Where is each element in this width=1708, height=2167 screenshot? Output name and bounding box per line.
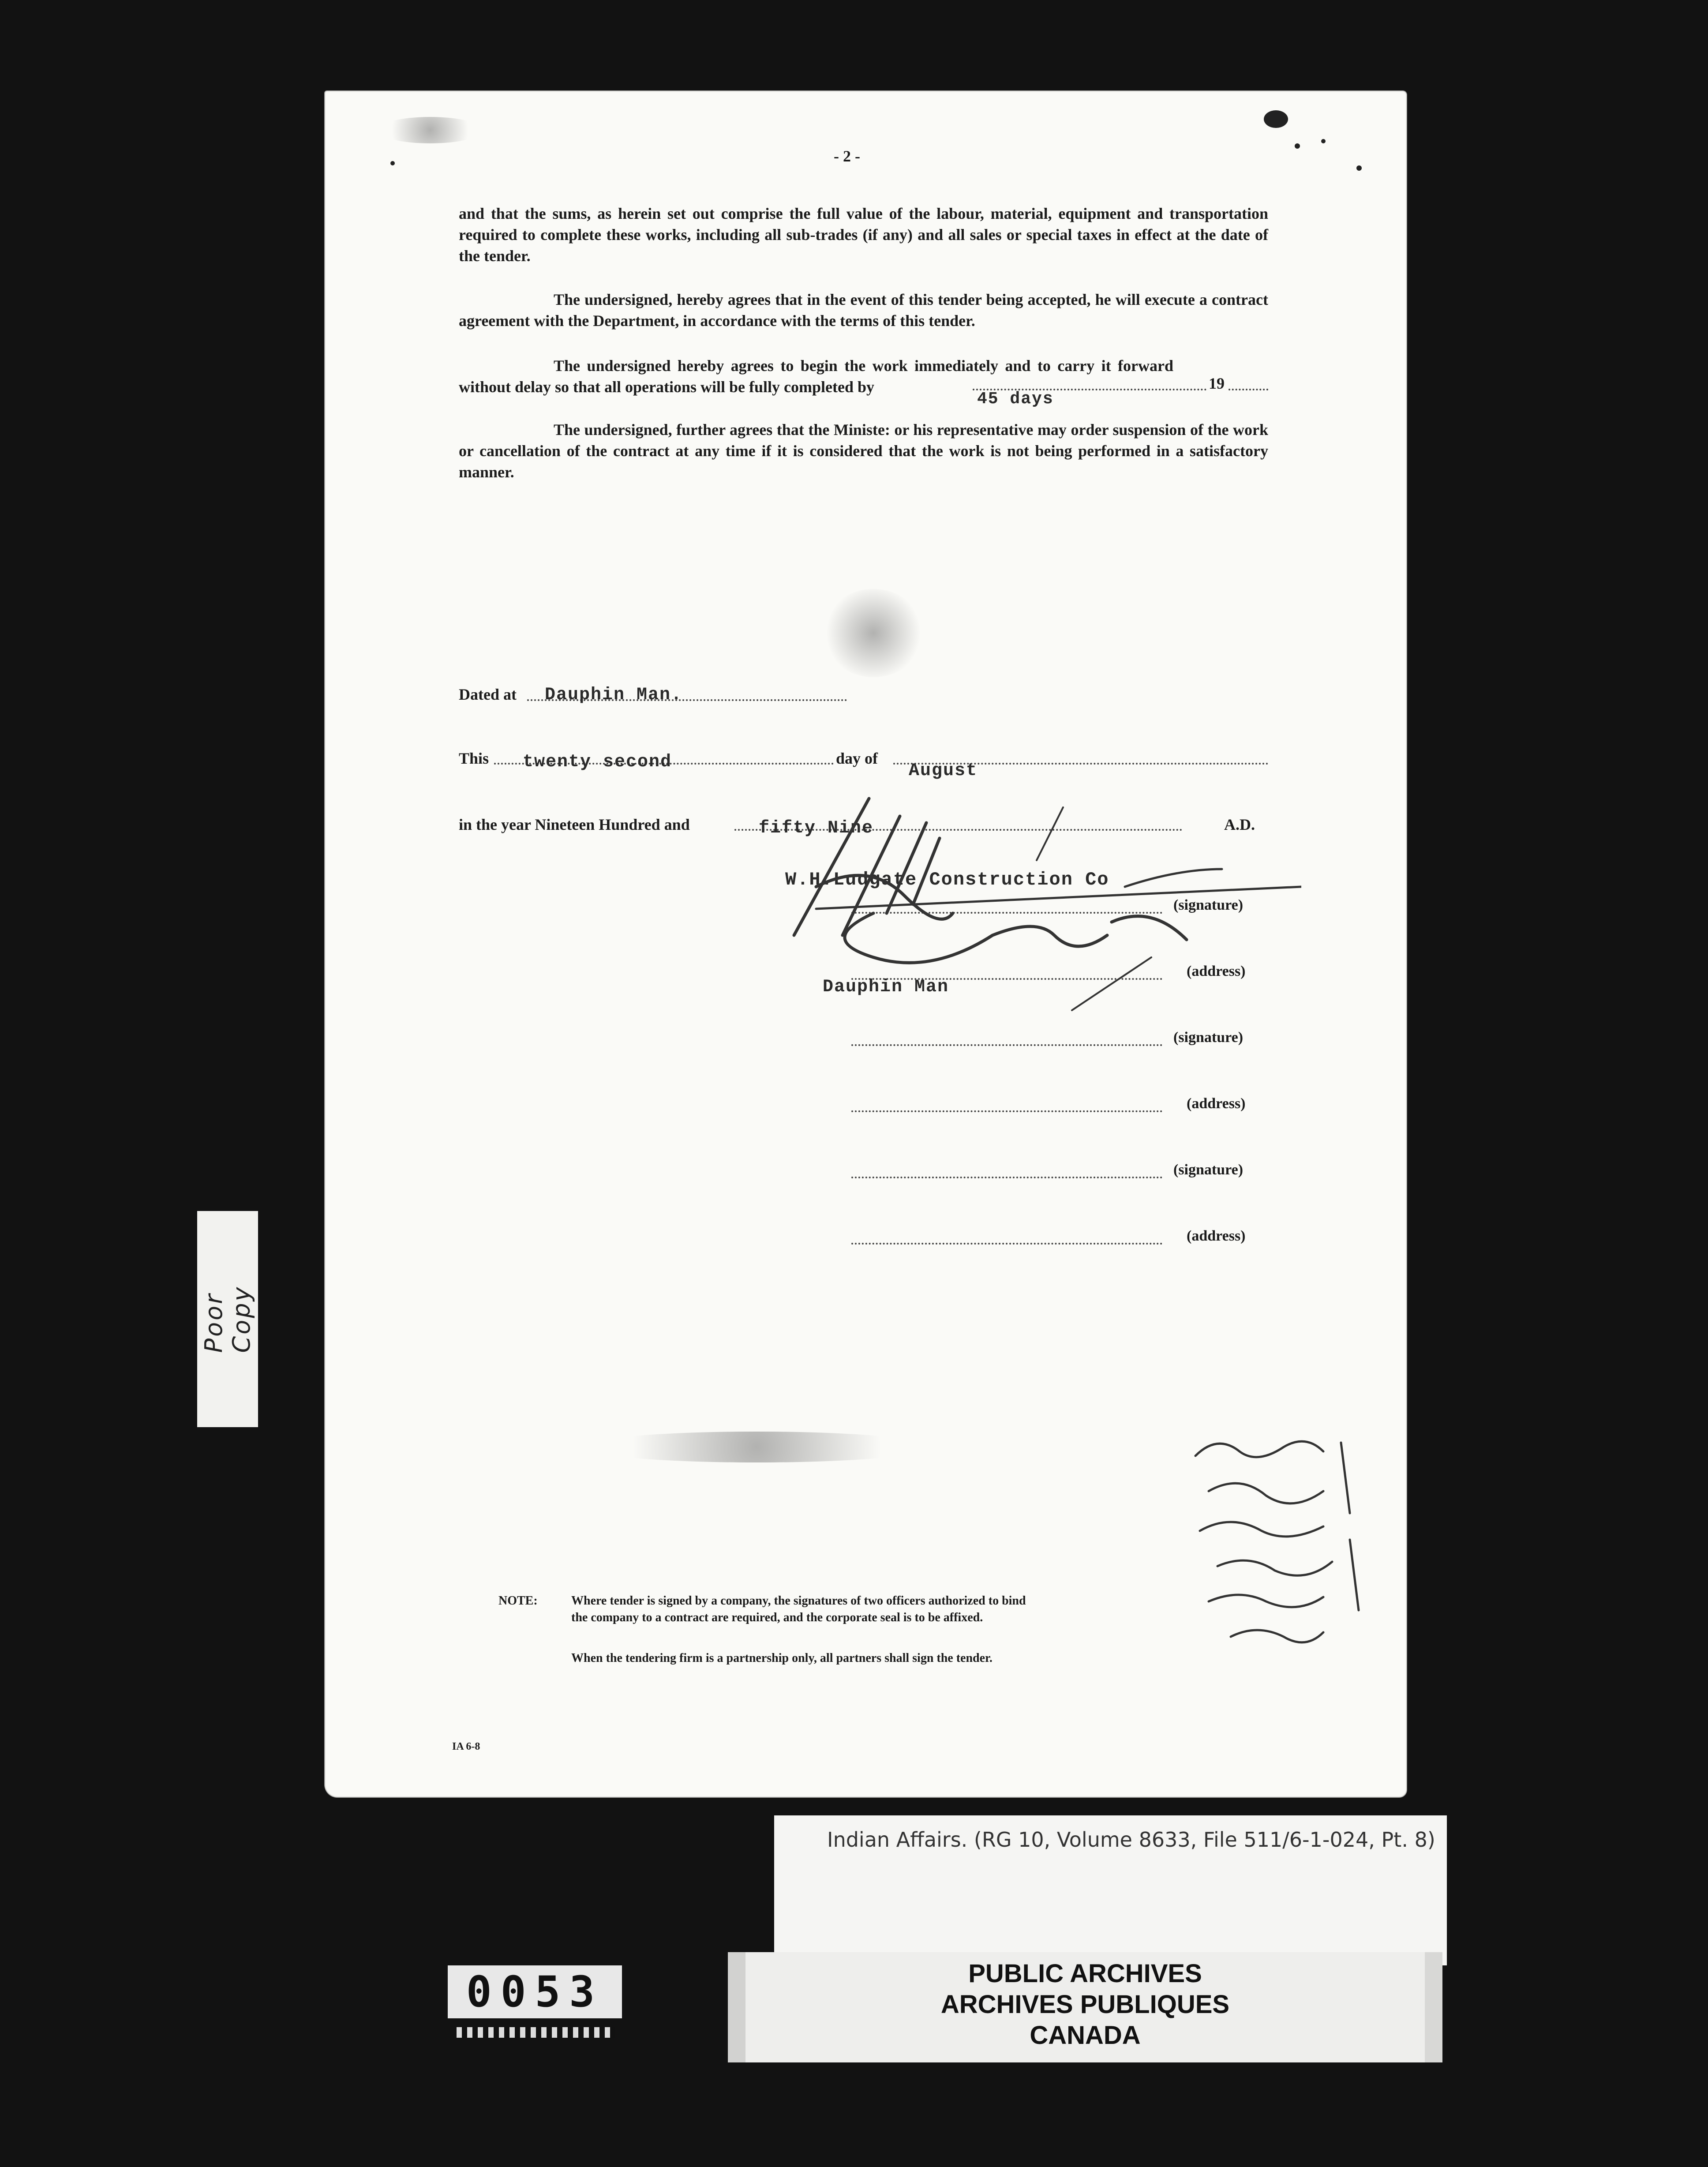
signature-line-3 xyxy=(851,1177,1162,1178)
note-line-3: When the tendering firm is a partnership only, all partners shall sign the tender. xyxy=(571,1651,993,1665)
faint-bleedthrough xyxy=(580,1432,933,1462)
note-label: NOTE: xyxy=(498,1594,538,1608)
signature-line-2 xyxy=(851,1044,1162,1046)
form-code: IA 6-8 xyxy=(452,1741,480,1752)
note-line-1: Where tender is signed by a company, the signatures of two officers authorized to bind xyxy=(571,1594,1026,1608)
ink-speck xyxy=(1321,139,1326,143)
note-line-2: the company to a contract are required, and the corporate seal is to be affixed. xyxy=(571,1611,983,1624)
ad-label: A.D. xyxy=(1224,816,1255,833)
address-typed: Dauphin Man xyxy=(823,977,949,997)
paragraph-contract: The undersigned, hereby agrees that in the event of this tender being accepted, he will execute a contract agreement with the Department, in accordance with the terms of this tender. xyxy=(459,291,1268,330)
ink-speck xyxy=(390,161,395,165)
month-value: August xyxy=(909,761,978,781)
public-archives-stamp xyxy=(728,1952,1442,2062)
margin-annotations xyxy=(1191,1425,1376,1690)
dated-at-value: Dauphin Man. xyxy=(545,685,683,705)
day-of-label: day of xyxy=(836,750,878,767)
company-typed: W.H.Ludgate Construction Co xyxy=(785,869,1109,890)
stamp-line-1: PUBLIC ARCHIVES xyxy=(968,1959,1202,1988)
stamp-line-3: CANADA xyxy=(1030,2021,1141,2050)
signature-label-3: (signature) xyxy=(1173,1162,1244,1178)
address-line-2 xyxy=(851,1110,1162,1112)
frame-tick-marks xyxy=(457,2027,615,2038)
citation-label xyxy=(774,1815,1447,1965)
this-label: This xyxy=(459,750,489,767)
citation-text: Indian Affairs. (RG 10, Volume 8633, File 511/6-1-024, Pt. 8) xyxy=(827,1828,1435,1852)
smudge xyxy=(377,117,483,143)
this-value: twenty second xyxy=(523,752,672,772)
frame-number: 0053 xyxy=(448,1965,622,2018)
paragraph-suspension: The undersigned, further agrees that the Ministe: or his representative may order suspension of the work or cancellation of the contract at any time if it is considered that the work is not being performed in a satisfactory manner. xyxy=(459,421,1268,481)
completion-year-prefix: 19 xyxy=(1209,375,1225,392)
paragraph-begin-work: The undersigned hereby agrees to begin the work immediately and to carry it forward without delay so that all operations will be fully completed by xyxy=(459,357,1173,396)
year-value: fifty Nine xyxy=(759,818,874,838)
address-label-1: (address) xyxy=(1187,963,1246,979)
ink-speck xyxy=(1295,143,1300,149)
completion-year-line xyxy=(1229,389,1268,390)
paragraph-sums: and that the sums, as herein set out comprise the full value of the labour, material, equipment and transportation required to complete these works, including all sub-trades (if any) and all sales or special taxes in effect at the date of the tender. xyxy=(459,205,1268,265)
ink-blot xyxy=(1264,110,1288,128)
signature-label-2: (signature) xyxy=(1173,1029,1244,1046)
stamp-line-2: ARCHIVES PUBLIQUES xyxy=(940,1990,1230,2019)
signature-label-1: (signature) xyxy=(1173,897,1244,913)
completion-typed: 45 days xyxy=(977,390,1054,409)
poor-copy-text: Poor Copy xyxy=(200,1285,255,1353)
smudge xyxy=(823,589,924,677)
address-label-3: (address) xyxy=(1187,1228,1246,1244)
handwritten-signature xyxy=(507,728,1301,1015)
page-number: - 2 - xyxy=(834,147,860,165)
address-line-3 xyxy=(851,1243,1162,1245)
address-label-2: (address) xyxy=(1187,1095,1246,1112)
dated-at-label: Dated at xyxy=(459,686,517,703)
ink-speck xyxy=(1356,165,1362,171)
year-label: in the year Nineteen Hundred and xyxy=(459,816,690,833)
poor-copy-tag xyxy=(197,1211,258,1427)
